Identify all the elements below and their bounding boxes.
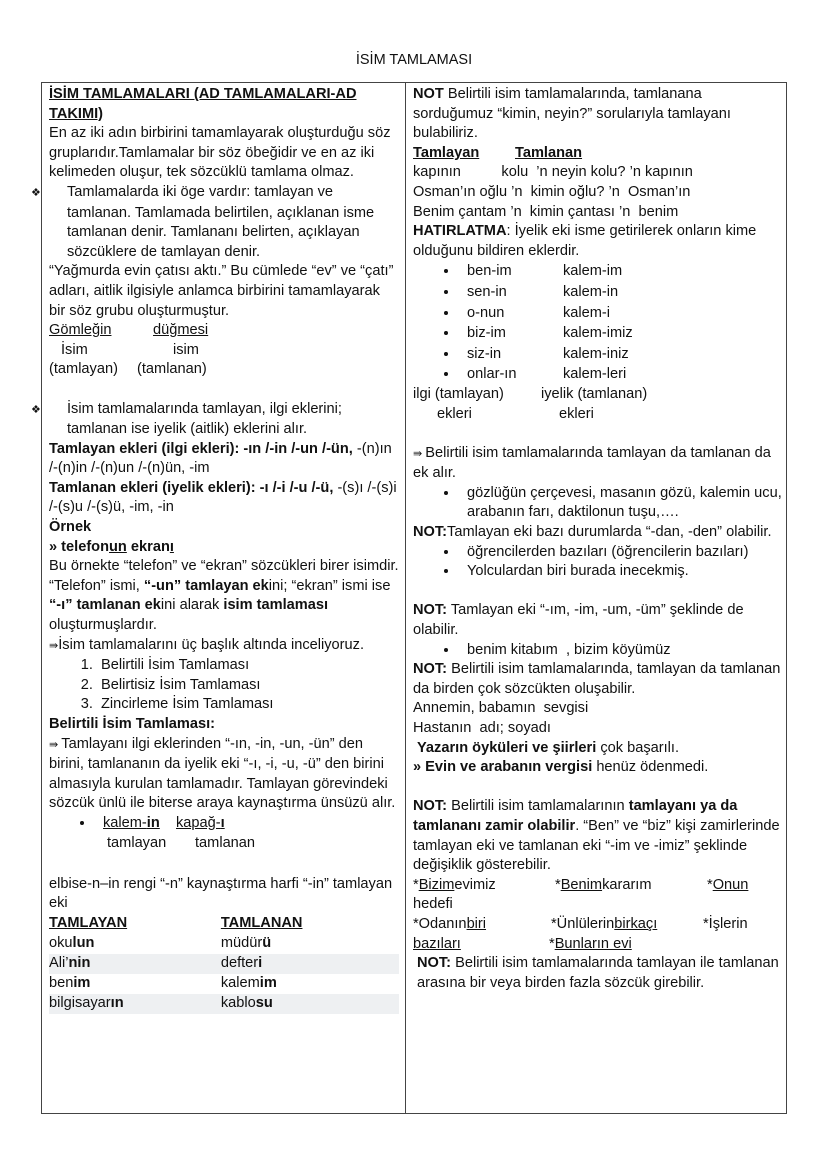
possessive: kalem-im	[563, 263, 623, 280]
right-column	[413, 85, 783, 993]
not-6	[413, 954, 783, 993]
zamir-example	[555, 876, 707, 896]
not-4-example: Annemin, babamın sevgisi	[413, 700, 589, 717]
cell-suffix: lun	[72, 935, 95, 952]
cell-suffix: ü	[262, 935, 272, 952]
cell-root: bilgisayar	[49, 995, 111, 1012]
list-item	[95, 814, 399, 834]
cell-suffix: im	[73, 975, 91, 992]
list-item	[459, 364, 783, 385]
explain-part: ini; “ekran” ismi ise	[268, 577, 391, 594]
cell-root: defter	[220, 955, 259, 972]
possessive: kalem-leri	[563, 366, 627, 383]
zamir-row-2	[413, 915, 783, 935]
not-2	[413, 523, 783, 543]
kapag-root: kapağ-	[176, 814, 221, 831]
possessive: kalem-in	[563, 283, 619, 300]
kalem-root: kalem-	[103, 814, 147, 831]
cell-root: müdür	[220, 935, 263, 952]
explain-part: ini alarak	[160, 597, 224, 614]
pronoun: sen-in	[467, 283, 507, 300]
table-header	[49, 914, 399, 934]
zamir-row-1-cont: hedefi	[413, 896, 453, 913]
not-6-text: Belirtili isim tamlamalarında tamlayan ile tamlanan arasına bir veya birden fazla sözcük girebilir.	[417, 955, 779, 991]
pronoun: biz-im	[467, 325, 506, 342]
not-3-text: Tamlayan eki “-ım, -im, -um, -üm” şeklinde de olabilir.	[413, 602, 744, 639]
arrow-icon: ⇛	[49, 639, 59, 652]
cell-suffix: i	[258, 955, 263, 972]
tamlanan-ekleri-label: Tamlanan ekleri (iyelik ekleri): -ı /-i /-u /-ü,	[49, 479, 334, 496]
intro-text: En az iki adın birbirini tamamlayarak oluşturduğu söz gruplarıdır.Tamlamalar bir söz öbeğidir ve en az iki kelimeden oluşur, tek sözcüklü tamlama olmaz.	[49, 125, 391, 181]
point-2-text: İsim tamlamalarında tamlayan, ilgi eklerini; tamlanan ise iyelik (aitlik) eklerini alır.	[67, 400, 342, 438]
example-sentence: “Yağmurda evin çatısı aktı.” Bu cümlede “ev” ve “çatı” adları, aitlik ilgisiyle anlamca birbirini tamamlayarak bir söz grubu oluşturmuştur.	[49, 263, 394, 319]
explain-part: oluşturmuşlardır.	[49, 617, 157, 634]
example-roles	[49, 360, 399, 380]
list-item	[459, 323, 783, 344]
question-line: kapının kolu ’n neyin kolu? ’n kapının	[413, 164, 693, 181]
zamir-word: Benim	[560, 876, 603, 893]
not-5-text: . “Ben” ve “biz” kişi zamirlerinde tamlayan eki ve tamlanan eki “-im ve -imiz” şeklinde değişiklik gösterebilir.	[413, 817, 780, 874]
cell-root: Ali’	[49, 955, 69, 972]
tamlanan-ekleri	[49, 479, 399, 518]
not-label: NOT:	[413, 798, 448, 815]
table-cell	[49, 974, 203, 994]
table-cell	[203, 974, 399, 994]
point-1-text: Tamlamalarda iki öge vardır: tamlayan ve tamlanan. Tamlamada belirtilen, açıklanan isme tamlanan denir. Tamlananı belirten, açıklayan sözcüklere de tamlayan denir.	[67, 183, 375, 260]
not-5-bold: tamlayanı ya da tamlananı zamir olabilir	[413, 798, 738, 834]
not-1	[413, 85, 783, 144]
zamir-rest: *Odanın	[413, 915, 467, 932]
zamir-word: Bunların evi	[554, 935, 632, 952]
explain-part: “-un” tamlayan ek	[143, 577, 269, 594]
hatirlatma-text: : İyelik eki isme getirilerek onların kime olduğunu bildiren eklerdir.	[413, 223, 757, 259]
tamlayan-ekleri	[49, 440, 399, 479]
pronoun: ben-im	[467, 263, 512, 280]
zamir-rest: kararım	[602, 876, 652, 893]
ornek-example	[49, 538, 399, 558]
example-role-1: (tamlayan)	[49, 361, 118, 378]
not-4-example: Hastanın adı; soyadı	[413, 720, 551, 736]
cell-root: oku	[49, 935, 73, 952]
tamlanan-label: Tamlanan	[515, 144, 583, 161]
example-rest: henüz ödenmedi.	[592, 759, 709, 776]
question-line: Osman’ın oğlu ’n kimin oğlu? ’n Osman’ın	[413, 183, 691, 200]
table-cell	[49, 994, 203, 1014]
example-words	[49, 321, 399, 341]
list-item: 2. Belirtisiz İsim Tamlaması	[97, 676, 399, 696]
arrow-icon: ⇛	[413, 447, 426, 460]
tamlayan-tamlanan-header	[413, 144, 783, 164]
ilgi-label: ilgi (tamlayan)	[413, 385, 504, 402]
kalem-example	[49, 814, 399, 834]
belirtili-desc	[49, 735, 399, 814]
diamond-bullet-icon: ❖	[31, 186, 41, 199]
content-table	[31, 82, 787, 1114]
example-bold: Yazarın öyküleri ve şiirleri	[417, 739, 597, 756]
pronoun-list	[413, 261, 783, 385]
possessive: kalem-i	[563, 304, 611, 321]
explain-part: “-ı” tamlanan ek	[49, 597, 161, 614]
tamlayan-label: Tamlayan	[413, 144, 480, 161]
table-cell	[203, 954, 399, 974]
table-cell	[203, 994, 399, 1014]
example-bold: » Evin ve arabanın vergisi	[413, 759, 593, 776]
belirtili-heading: Belirtili İsim Tamlaması:	[49, 716, 215, 732]
list-item	[459, 261, 783, 282]
explain-part: Bu örnekte “telefon” ve “ekran” sözcükleri birer isimdir. “Telefon” ismi,	[49, 558, 399, 594]
zamir-word: Onun	[712, 876, 749, 893]
list-item: • benim kitabım , bizim köyümüz	[459, 641, 783, 661]
zamir-example	[413, 915, 551, 935]
example-type-2: isim	[173, 341, 199, 358]
hatirlatma-label: HATIRLATMA	[413, 223, 507, 240]
cell-suffix: im	[259, 975, 277, 992]
ekleri-label: ekleri	[559, 405, 594, 422]
ilgi-iyelik-labels	[413, 385, 783, 405]
table-row	[49, 974, 399, 994]
cell-suffix: nin	[68, 955, 91, 972]
example-role-2: (tamlanan)	[137, 361, 207, 378]
cell-suffix: ın	[110, 995, 124, 1012]
example-word-2: düğmesi	[153, 322, 209, 339]
zamir-example	[551, 915, 703, 935]
both-suffix	[413, 444, 783, 484]
zamir-rest: evimiz	[454, 876, 496, 893]
table-row	[49, 934, 399, 954]
cell-suffix: su	[255, 995, 273, 1012]
pronoun: onlar-ın	[467, 366, 517, 383]
pronoun: o-nun	[467, 304, 505, 321]
cell-root: kalem	[220, 975, 260, 992]
kapag-suffix: ı	[220, 814, 225, 831]
column-divider	[405, 83, 406, 1113]
kalem-role-1: tamlayan	[107, 834, 167, 851]
table-cell	[203, 934, 399, 954]
zamir-example	[707, 876, 748, 896]
left-column	[31, 85, 399, 1014]
zamir-word: Bizim	[418, 876, 455, 893]
not-5-text: Belirtili isim tamlamalarının	[447, 798, 629, 815]
not-label: NOT:	[417, 955, 452, 972]
three-types-text: İsim tamlamalarını üç başlık altında inceliyoruz.	[58, 636, 364, 653]
possessive: kalem-iniz	[563, 345, 629, 362]
not-4-example	[413, 739, 783, 759]
zamir-row-1	[413, 876, 783, 896]
list-item	[459, 303, 783, 324]
ornek-label: Örnek	[49, 519, 92, 536]
iyelik-label: iyelik (tamlanan)	[541, 385, 648, 402]
list-item: • Yolculardan biri burada inecekmiş.	[459, 562, 783, 582]
list-item: 1. Belirtili İsim Tamlaması	[97, 656, 399, 676]
both-suffix-text: Belirtili isim tamlamalarında tamlayan da tamlanan da ek alır.	[413, 444, 771, 482]
not-4-example	[413, 758, 783, 778]
example-rest: çok başarılı.	[596, 739, 680, 756]
belirtili-desc-text: Tamlayanı ilgi eklerinden “-ın, -in, -un, -ün” den birini, tamlananın da iyelik eki “-ı, -i, -u, -ü” den birini almasıyla kurulan tamlamadır. Tamlayan görevindeki sözcük ünlü ile biterse araya kaynaştırma ünsüzü alır.	[49, 735, 396, 812]
arrow-icon: ⇛	[49, 738, 62, 751]
kalem-suffix: in	[146, 814, 160, 831]
zamir-rest: *İşlerin	[703, 915, 748, 932]
table-header-cell: TAMLAYAN	[49, 915, 128, 932]
not-3	[413, 601, 783, 640]
zamir-rest: *Ünlülerin	[551, 915, 615, 932]
question-line: Benim çantam ’n kimin çantası ’n benim	[413, 203, 679, 220]
kalem-in	[103, 815, 160, 831]
ornek-suffix-i: ı	[169, 538, 174, 555]
example-type-1: İsim	[61, 341, 88, 358]
suffix-table	[49, 914, 399, 1014]
ornek-part: » telefon	[49, 538, 110, 555]
not-1-text: Belirtili isim tamlamalarında, tamlanana sorduğumuz “kimin, neyin?” sorularıyla tamlayanı bulabiliriz.	[413, 86, 731, 142]
elbise-note: elbise-n–in rengi “-n” kaynaştırma harfi “-in” tamlayan eki	[49, 875, 393, 912]
three-types-intro	[49, 636, 399, 657]
point-1	[31, 183, 399, 262]
point-2	[31, 400, 399, 440]
asterisk: *	[555, 876, 561, 893]
kalem-role-2: tamlanan	[195, 834, 256, 851]
zamir-word: birkaçı	[614, 915, 658, 932]
tamlanan-ekleri-list: -(s)ı /-(s)i /-(s)u /-(s)ü, -im, -in	[49, 479, 397, 516]
list-item: • gözlüğün çerçevesi, masanın gözü, kalemin ucu, arabanın farı, daktilonun tuşu,….	[459, 484, 783, 523]
list-item: 3. Zincirleme İsim Tamlaması	[97, 695, 399, 715]
not-2-list	[413, 543, 783, 582]
page-title: İSİM TAMLAMASI	[355, 52, 473, 68]
list-item	[459, 282, 783, 303]
table-header-cell: TAMLANAN	[220, 915, 303, 932]
not-label: NOT:	[413, 524, 448, 541]
asterisk: *	[707, 876, 713, 893]
ornek-part: ekran	[126, 538, 170, 555]
kapag-i	[176, 815, 225, 831]
not-4-text: Belirtili isim tamlamalarında, tamlayan da tamlanan da birden çok sözcükten oluşabilir.	[413, 661, 781, 697]
table-row	[49, 954, 399, 974]
ekleri-labels	[413, 405, 783, 425]
example-word-1: Gömleğin	[49, 322, 112, 339]
left-heading: İSİM TAMLAMALARI (AD TAMLAMALARI-AD TAKIMI)	[49, 86, 357, 122]
pronoun: siz-in	[467, 345, 502, 362]
asterisk: *	[413, 876, 419, 893]
table-cell	[49, 934, 203, 954]
zamir-row-3	[413, 935, 783, 955]
ornek-suffix-un: un	[109, 538, 127, 555]
types-list	[49, 656, 399, 715]
zamir-word: biri	[466, 915, 487, 932]
zamir-example	[413, 876, 555, 896]
diamond-bullet-icon: ❖	[31, 403, 41, 416]
tamlayan-ekleri-label: Tamlayan ekleri (ilgi ekleri): -ın /-in /-un /-ün,	[49, 440, 353, 457]
not-4	[413, 660, 783, 699]
zamir-word: bazıları	[413, 935, 461, 952]
not-label: NOT	[413, 86, 444, 102]
tamlayan-ekleri-list: -(n)ın /-(n)in /-(n)un /-(n)ün, -im	[49, 440, 392, 477]
possessive: kalem-imiz	[563, 325, 633, 342]
cell-root: ben	[49, 975, 74, 992]
list-item	[459, 344, 783, 365]
cell-root: kablo	[220, 995, 256, 1012]
table-cell	[49, 954, 203, 974]
ornek-explanation	[49, 557, 399, 635]
hatirlatma	[413, 222, 783, 261]
zamir-example	[549, 935, 632, 955]
not-3-list	[413, 641, 783, 661]
ekleri-label: ekleri	[437, 405, 472, 422]
explain-part: isim tamlaması	[223, 597, 329, 614]
not-2-text: Tamlayan eki bazı durumlarda “-dan, -den” olabilir.	[447, 524, 772, 541]
example-types	[49, 341, 399, 361]
not-5	[413, 797, 783, 875]
table-row	[49, 994, 399, 1014]
not-label: NOT:	[413, 661, 448, 678]
list-item: • öğrencilerden bazıları (öğrencilerin bazıları)	[459, 543, 783, 563]
not-label: NOT:	[413, 602, 448, 619]
kalem-roles	[49, 834, 399, 854]
both-examples-list	[413, 484, 783, 523]
asterisk: *	[549, 935, 555, 952]
